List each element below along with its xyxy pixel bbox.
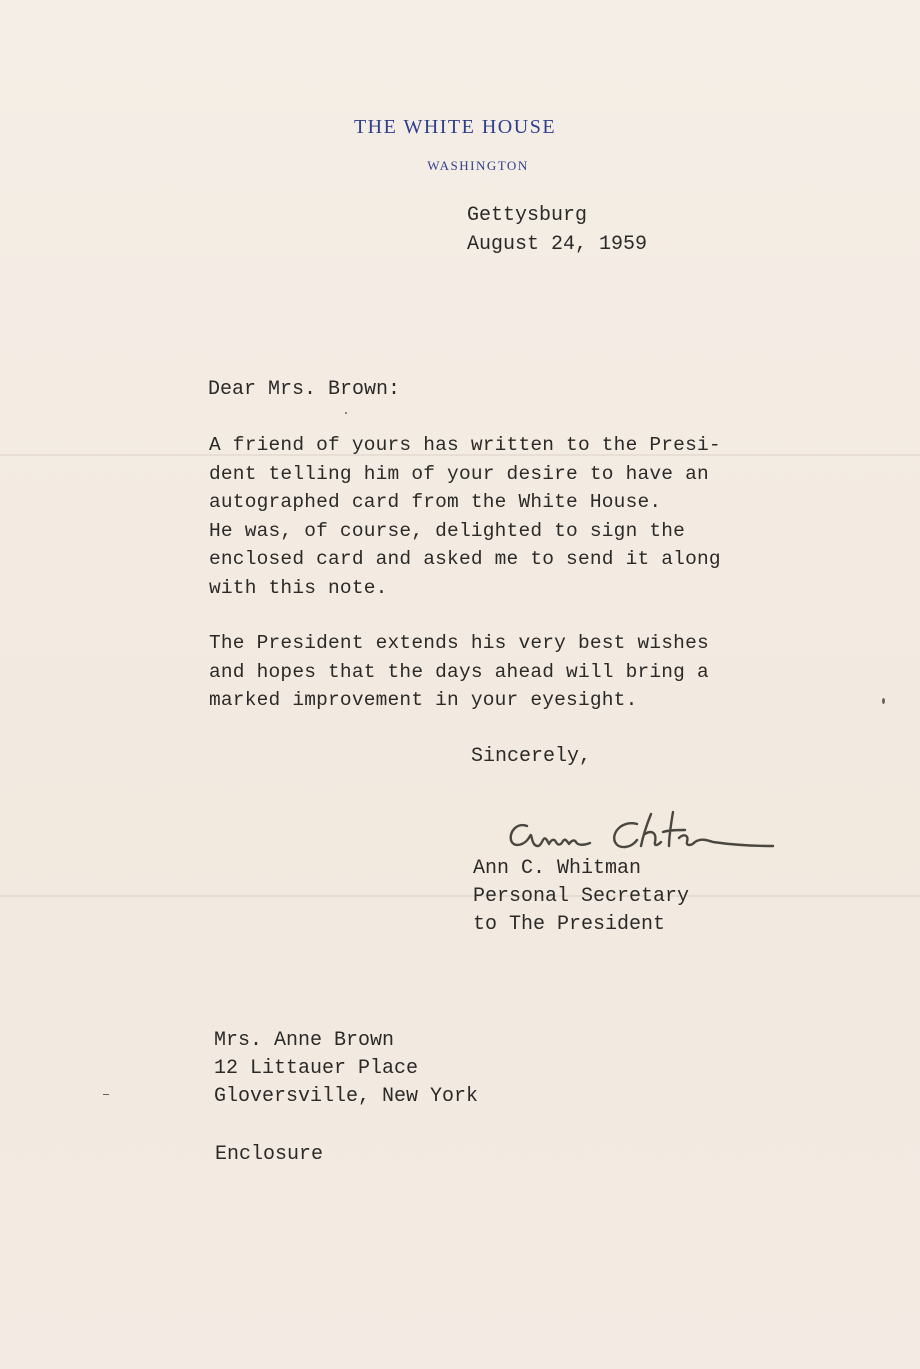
body-line: A friend of yours has written to the Presi- <box>209 434 721 456</box>
body-line: autographed card from the White House. <box>209 491 662 513</box>
signatory-title: to The President <box>473 913 666 936</box>
body-line: with this note. <box>209 576 388 599</box>
recipient-street: 12 Littauer Place <box>214 1057 419 1080</box>
body-line: The President extends his very best wishes <box>209 632 709 654</box>
recipient-city: Gloversville, New York <box>214 1085 479 1108</box>
paper-fold-line <box>0 895 920 897</box>
paper-speck <box>103 1094 109 1095</box>
salutation: Dear Mrs. Brown: <box>208 378 401 401</box>
signatory-title: Personal Secretary <box>473 885 690 908</box>
body-line: and hopes that the days ahead will bring a <box>209 660 709 683</box>
body-paragraph-2 <box>209 629 709 715</box>
body-line: dent telling him of your desire to have an <box>209 462 709 485</box>
body-line: enclosed card and asked me to send it along <box>209 548 721 570</box>
signatory-name: Ann C. Whitman <box>473 857 642 880</box>
letterhead-title: THE WHITE HOUSE <box>353 116 557 138</box>
body-line: He was, of course, delighted to sign the <box>209 519 686 542</box>
dateline-date: August 24, 1959 <box>467 233 648 256</box>
paper-speck <box>882 698 885 704</box>
body-paragraph-1 <box>209 431 721 602</box>
body-line: marked improvement in your eyesight. <box>209 689 638 711</box>
closing: Sincerely, <box>471 745 592 768</box>
letterhead-subtitle: WASHINGTON <box>427 158 529 173</box>
paper-speck <box>345 412 347 414</box>
recipient-name: Mrs. Anne Brown <box>214 1029 395 1052</box>
enclosure-notation: Enclosure <box>215 1143 324 1166</box>
dateline-place: Gettysburg <box>467 204 588 227</box>
